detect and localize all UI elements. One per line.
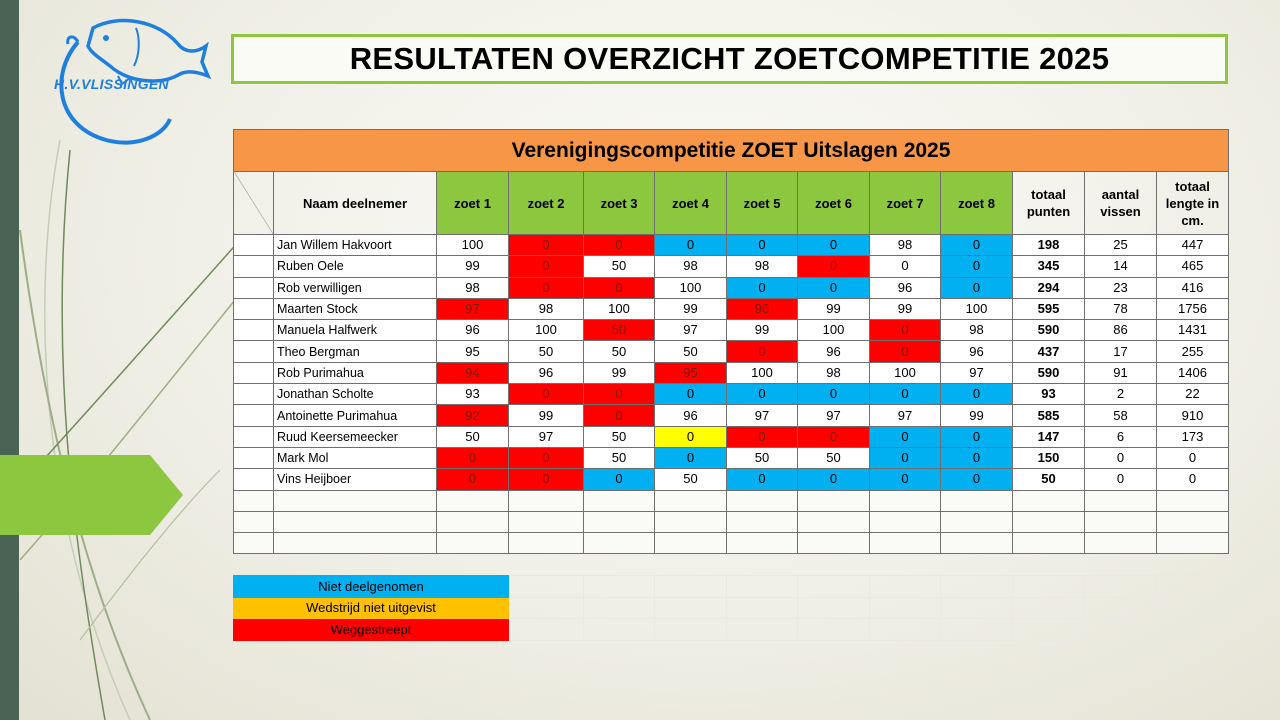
- table-caption: Verenigingscompetitie ZOET Uitslagen 2025: [234, 130, 1229, 172]
- empty-cell: [1157, 511, 1229, 532]
- total-points-cell: 595: [1013, 298, 1085, 319]
- empty-cell: [1013, 511, 1085, 532]
- empty-cell: [584, 490, 655, 511]
- total-length-cell: 0: [1157, 447, 1229, 468]
- row-index-cell: [234, 384, 274, 405]
- empty-cell: [1157, 533, 1229, 554]
- score-cell: 0: [870, 469, 941, 490]
- score-cell: 99: [941, 405, 1013, 426]
- score-cell: 97: [437, 298, 509, 319]
- total-length-cell: 173: [1157, 426, 1229, 447]
- header-total-length: totaal lengte in cm.: [1157, 172, 1229, 235]
- empty-cell: [437, 490, 509, 511]
- score-cell: 0: [584, 235, 655, 256]
- score-cell: 0: [584, 277, 655, 298]
- score-cell: 98: [798, 362, 870, 383]
- score-cell: 0: [509, 256, 584, 277]
- score-cell: 50: [655, 341, 727, 362]
- score-cell: 96: [870, 277, 941, 298]
- score-cell: 0: [941, 469, 1013, 490]
- score-cell: 100: [870, 362, 941, 383]
- score-cell: 0: [941, 277, 1013, 298]
- score-cell: 99: [798, 298, 870, 319]
- participant-name: Jonathan Scholte: [274, 384, 437, 405]
- legend-row: [234, 619, 1229, 641]
- score-cell: 96: [509, 362, 584, 383]
- score-cell: 0: [727, 384, 798, 405]
- club-logo: [48, 14, 218, 146]
- score-cell: 98: [655, 256, 727, 277]
- score-cell: 0: [655, 426, 727, 447]
- total-points-cell: 147: [1013, 426, 1085, 447]
- score-cell: 0: [509, 235, 584, 256]
- fish-count-cell: 14: [1085, 256, 1157, 277]
- table-row: [234, 256, 1229, 277]
- score-cell: 94: [437, 362, 509, 383]
- score-cell: 96: [941, 341, 1013, 362]
- score-cell: 0: [870, 256, 941, 277]
- score-cell: 100: [655, 277, 727, 298]
- table-row: [234, 405, 1229, 426]
- empty-cell: [1085, 490, 1157, 511]
- score-cell: 99: [437, 256, 509, 277]
- empty-cell: [509, 511, 584, 532]
- score-cell: 96: [727, 298, 798, 319]
- score-cell: 99: [655, 298, 727, 319]
- empty-cell: [655, 533, 727, 554]
- table-header-row: [234, 172, 1229, 235]
- score-cell: 0: [798, 256, 870, 277]
- empty-cell: [584, 511, 655, 532]
- score-cell: 0: [870, 447, 941, 468]
- total-points-cell: 294: [1013, 277, 1085, 298]
- score-cell: 98: [941, 320, 1013, 341]
- empty-cell: [509, 533, 584, 554]
- score-cell: 0: [655, 447, 727, 468]
- empty-cell: [1157, 490, 1229, 511]
- participant-name: Theo Bergman: [274, 341, 437, 362]
- header-zoet-4: zoet 4: [655, 172, 727, 235]
- header-zoet-2: zoet 2: [509, 172, 584, 235]
- score-cell: 50: [584, 320, 655, 341]
- score-cell: 99: [727, 320, 798, 341]
- score-cell: 100: [509, 320, 584, 341]
- score-cell: 0: [941, 384, 1013, 405]
- total-length-cell: 22: [1157, 384, 1229, 405]
- fish-count-cell: 2: [1085, 384, 1157, 405]
- score-cell: 97: [870, 405, 941, 426]
- legend-struck-out: Weggestreept: [234, 619, 509, 641]
- empty-cell: [437, 533, 509, 554]
- total-points-cell: 50: [1013, 469, 1085, 490]
- total-length-cell: 0: [1157, 469, 1229, 490]
- header-name: Naam deelnemer: [274, 172, 437, 235]
- score-cell: 0: [870, 320, 941, 341]
- score-cell: 0: [437, 447, 509, 468]
- total-points-cell: 93: [1013, 384, 1085, 405]
- participant-name: Maarten Stock: [274, 298, 437, 319]
- table-row: [234, 341, 1229, 362]
- table-row: [234, 447, 1229, 468]
- empty-cell: [1013, 490, 1085, 511]
- total-length-cell: 465: [1157, 256, 1229, 277]
- score-cell: 98: [509, 298, 584, 319]
- empty-cell: [234, 511, 274, 532]
- empty-cell: [798, 490, 870, 511]
- header-zoet-7: zoet 7: [870, 172, 941, 235]
- score-cell: 0: [870, 384, 941, 405]
- score-cell: 0: [437, 469, 509, 490]
- score-cell: 0: [584, 384, 655, 405]
- score-cell: 0: [509, 384, 584, 405]
- row-index-cell: [234, 362, 274, 383]
- empty-cell: [870, 533, 941, 554]
- legend-row: [234, 576, 1229, 598]
- score-cell: 0: [941, 235, 1013, 256]
- score-cell: 0: [941, 426, 1013, 447]
- row-index-cell: [234, 298, 274, 319]
- fish-count-cell: 91: [1085, 362, 1157, 383]
- score-cell: 50: [584, 256, 655, 277]
- total-points-cell: 198: [1013, 235, 1085, 256]
- score-cell: 0: [798, 235, 870, 256]
- empty-cell: [655, 490, 727, 511]
- score-cell: 97: [727, 405, 798, 426]
- page-title: RESULTATEN OVERZICHT ZOETCOMPETITIE 2025: [349, 41, 1110, 76]
- score-cell: 97: [509, 426, 584, 447]
- total-points-cell: 585: [1013, 405, 1085, 426]
- empty-cell: [870, 511, 941, 532]
- total-length-cell: 1406: [1157, 362, 1229, 383]
- row-index-cell: [234, 341, 274, 362]
- empty-cell: [798, 511, 870, 532]
- score-cell: 97: [941, 362, 1013, 383]
- score-cell: 97: [655, 320, 727, 341]
- row-index-cell: [234, 426, 274, 447]
- score-cell: 50: [798, 447, 870, 468]
- score-cell: 50: [655, 469, 727, 490]
- legend-not-participated: Niet deelgenomen: [234, 576, 509, 598]
- header-fish-count: aantal vissen: [1085, 172, 1157, 235]
- row-index-cell: [234, 277, 274, 298]
- score-cell: 98: [727, 256, 798, 277]
- empty-cell: [727, 490, 798, 511]
- empty-cell: [274, 533, 437, 554]
- legend-not-fished-out: Wedstrijd niet uitgevist: [234, 597, 509, 619]
- results-table: [233, 129, 1229, 554]
- score-cell: 50: [584, 447, 655, 468]
- score-cell: 0: [509, 277, 584, 298]
- fish-count-cell: 25: [1085, 235, 1157, 256]
- score-cell: 0: [584, 405, 655, 426]
- empty-cell: [1085, 511, 1157, 532]
- empty-cell: [941, 533, 1013, 554]
- total-points-cell: 590: [1013, 320, 1085, 341]
- empty-cell: [234, 533, 274, 554]
- total-length-cell: 447: [1157, 235, 1229, 256]
- total-length-cell: 255: [1157, 341, 1229, 362]
- score-cell: 0: [727, 469, 798, 490]
- row-index-cell: [234, 469, 274, 490]
- row-index-cell: [234, 405, 274, 426]
- score-cell: 0: [509, 447, 584, 468]
- score-cell: 100: [584, 298, 655, 319]
- table-row: [234, 235, 1229, 256]
- header-zoet-3: zoet 3: [584, 172, 655, 235]
- score-cell: 96: [798, 341, 870, 362]
- score-cell: 96: [437, 320, 509, 341]
- score-cell: 97: [798, 405, 870, 426]
- table-row: [234, 298, 1229, 319]
- participant-name: Jan Willem Hakvoort: [274, 235, 437, 256]
- fish-count-cell: 0: [1085, 469, 1157, 490]
- score-cell: 0: [870, 426, 941, 447]
- score-cell: 96: [655, 405, 727, 426]
- participant-name: Manuela Halfwerk: [274, 320, 437, 341]
- empty-cell: [727, 533, 798, 554]
- score-cell: 99: [509, 405, 584, 426]
- table-row: [234, 469, 1229, 490]
- score-cell: 98: [870, 235, 941, 256]
- score-cell: 0: [870, 341, 941, 362]
- participant-name: Ruben Oele: [274, 256, 437, 277]
- total-points-cell: 150: [1013, 447, 1085, 468]
- table-caption-row: [234, 130, 1229, 172]
- header-zoet-1: zoet 1: [437, 172, 509, 235]
- score-cell: 0: [941, 256, 1013, 277]
- header-zoet-5: zoet 5: [727, 172, 798, 235]
- fish-count-cell: 23: [1085, 277, 1157, 298]
- total-length-cell: 1756: [1157, 298, 1229, 319]
- empty-cell: [234, 490, 274, 511]
- total-length-cell: 910: [1157, 405, 1229, 426]
- empty-cell: [655, 511, 727, 532]
- row-index-cell: [234, 447, 274, 468]
- page-title-box: [231, 34, 1228, 84]
- score-cell: 0: [509, 469, 584, 490]
- table-row: [234, 320, 1229, 341]
- score-cell: 0: [727, 341, 798, 362]
- fish-count-cell: 6: [1085, 426, 1157, 447]
- score-cell: 93: [437, 384, 509, 405]
- score-cell: 0: [941, 447, 1013, 468]
- empty-cell: [798, 533, 870, 554]
- score-cell: 50: [584, 341, 655, 362]
- header-zoet-8: zoet 8: [941, 172, 1013, 235]
- table-row: [234, 362, 1229, 383]
- score-cell: 95: [437, 341, 509, 362]
- score-cell: 100: [798, 320, 870, 341]
- fish-count-cell: 17: [1085, 341, 1157, 362]
- score-cell: 0: [655, 235, 727, 256]
- score-cell: 99: [584, 362, 655, 383]
- score-cell: 0: [727, 235, 798, 256]
- total-points-cell: 437: [1013, 341, 1085, 362]
- table-row: [234, 426, 1229, 447]
- score-cell: 0: [655, 384, 727, 405]
- empty-cell: [274, 511, 437, 532]
- total-length-cell: 1431: [1157, 320, 1229, 341]
- empty-cell: [1085, 533, 1157, 554]
- score-cell: 100: [941, 298, 1013, 319]
- total-length-cell: 416: [1157, 277, 1229, 298]
- score-cell: 95: [655, 362, 727, 383]
- fish-count-cell: 0: [1085, 447, 1157, 468]
- green-arrow-shape: [0, 455, 183, 535]
- row-index-cell: [234, 235, 274, 256]
- total-points-cell: 590: [1013, 362, 1085, 383]
- score-cell: 0: [727, 277, 798, 298]
- empty-cell: [1013, 533, 1085, 554]
- participant-name: Ruud Keersemeecker: [274, 426, 437, 447]
- participant-name: Rob Purimahua: [274, 362, 437, 383]
- fish-count-cell: 86: [1085, 320, 1157, 341]
- score-cell: 0: [798, 426, 870, 447]
- empty-cell: [870, 490, 941, 511]
- score-cell: 92: [437, 405, 509, 426]
- empty-cell: [509, 490, 584, 511]
- legend-table: [233, 575, 1229, 641]
- score-cell: 98: [437, 277, 509, 298]
- row-index-cell: [234, 256, 274, 277]
- empty-row: [234, 490, 1229, 511]
- fish-count-cell: 78: [1085, 298, 1157, 319]
- header-total-points: totaal punten: [1013, 172, 1085, 235]
- score-cell: 0: [727, 426, 798, 447]
- score-cell: 100: [437, 235, 509, 256]
- header-corner-cell: [234, 172, 274, 235]
- empty-row: [234, 533, 1229, 554]
- participant-name: Mark Mol: [274, 447, 437, 468]
- score-cell: 50: [584, 426, 655, 447]
- empty-cell: [727, 511, 798, 532]
- score-cell: 0: [798, 469, 870, 490]
- score-cell: 50: [727, 447, 798, 468]
- empty-cell: [941, 511, 1013, 532]
- score-cell: 100: [727, 362, 798, 383]
- participant-name: Antoinette Purimahua: [274, 405, 437, 426]
- participant-name: Vins Heijboer: [274, 469, 437, 490]
- empty-cell: [584, 533, 655, 554]
- score-cell: 99: [870, 298, 941, 319]
- empty-cell: [274, 490, 437, 511]
- total-points-cell: 345: [1013, 256, 1085, 277]
- fish-count-cell: 58: [1085, 405, 1157, 426]
- empty-row: [234, 511, 1229, 532]
- empty-cell: [437, 511, 509, 532]
- score-cell: 0: [798, 384, 870, 405]
- legend-row: [234, 597, 1229, 619]
- club-name-text: H.V.VLISSINGEN: [54, 76, 169, 92]
- score-cell: 0: [798, 277, 870, 298]
- table-row: [234, 384, 1229, 405]
- empty-cell: [941, 490, 1013, 511]
- score-cell: 50: [437, 426, 509, 447]
- header-zoet-6: zoet 6: [798, 172, 870, 235]
- score-cell: 50: [509, 341, 584, 362]
- score-cell: 0: [584, 469, 655, 490]
- participant-name: Rob verwilligen: [274, 277, 437, 298]
- row-index-cell: [234, 320, 274, 341]
- table-row: [234, 277, 1229, 298]
